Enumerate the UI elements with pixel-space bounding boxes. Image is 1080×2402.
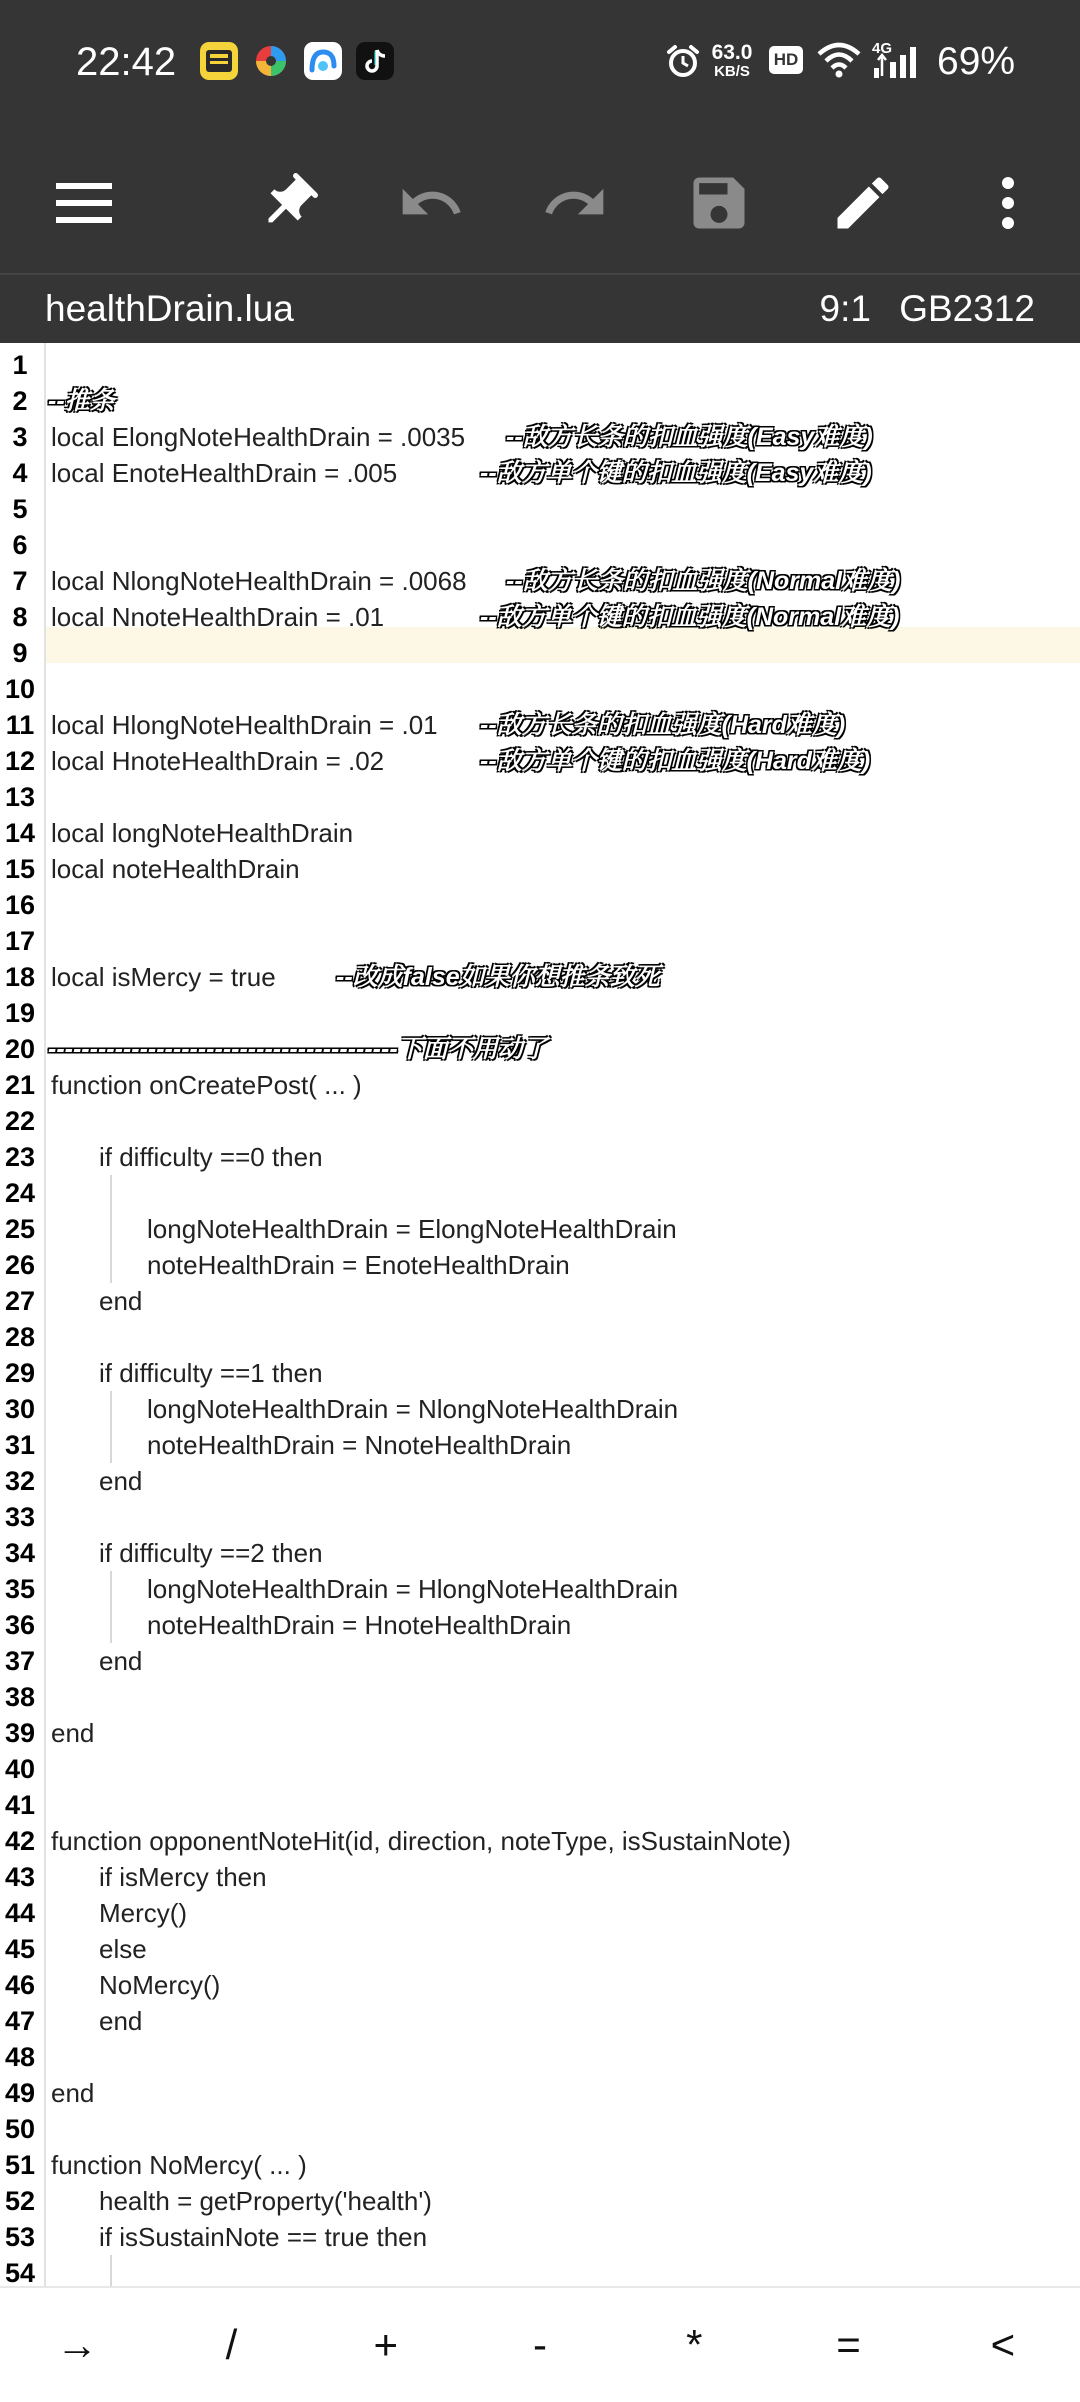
file-info-bar: [0, 275, 1080, 343]
code-comment: --敌方长条的扣血强度(Hard难度): [480, 711, 846, 739]
code-line[interactable]: [0, 635, 1080, 671]
code-comment: --敌方长条的扣血强度(Easy难度): [506, 423, 873, 451]
line-number: 49: [4, 2078, 36, 2108]
code-line[interactable]: [0, 2003, 1080, 2039]
code-line[interactable]: [0, 2183, 1080, 2219]
more-options-button[interactable]: [968, 163, 1048, 243]
line-number: 37: [4, 1646, 36, 1676]
code-line[interactable]: [0, 815, 1080, 851]
hd-badge: HD: [769, 46, 803, 74]
code-text: end: [99, 1646, 143, 1676]
code-line[interactable]: [0, 1103, 1080, 1139]
code-line[interactable]: [0, 995, 1080, 1031]
line-number: 2: [12, 386, 28, 416]
signal-icon: [872, 42, 924, 82]
code-comment: --改成false如果你想推条致死: [336, 963, 660, 991]
code-line[interactable]: [0, 347, 1080, 383]
code-line[interactable]: [0, 1247, 1080, 1283]
code-text: local EnoteHealthDrain = .005: [51, 458, 398, 488]
code-text: noteHealthDrain = EnoteHealthDrain: [147, 1250, 570, 1280]
code-line[interactable]: [0, 1859, 1080, 1895]
line-number: 38: [4, 1682, 36, 1712]
indent-guide: [110, 2255, 112, 2286]
line-number: 52: [4, 2186, 36, 2216]
undo-icon: [397, 169, 465, 237]
net-speed-unit: KB/S: [714, 63, 750, 80]
code-line[interactable]: [0, 1427, 1080, 1463]
code-line[interactable]: [0, 1355, 1080, 1391]
code-text: else: [99, 1934, 147, 1964]
line-number: 9: [12, 638, 28, 668]
code-line[interactable]: [0, 2111, 1080, 2147]
code-text: noteHealthDrain = NnoteHealthDrain: [147, 1430, 572, 1460]
code-comment: --敌方单个键的扣血强度(Easy难度): [480, 459, 872, 487]
redo-icon: [541, 169, 609, 237]
wifi-icon: [816, 40, 862, 80]
code-line[interactable]: [0, 779, 1080, 815]
symbol-key-bar: [0, 2286, 1080, 2402]
line-number: 10: [4, 674, 36, 704]
cursor-and-encoding: [820, 275, 1036, 343]
line-number: 33: [4, 1502, 36, 1532]
symbol-key[interactable]: -: [532, 2321, 547, 2368]
line-number: 43: [4, 1862, 36, 1892]
code-line[interactable]: [0, 923, 1080, 959]
file-name: healthDrain.lua: [45, 288, 294, 329]
code-text: local isMercy = true: [51, 962, 276, 992]
code-text: if difficulty ==1 then: [99, 1358, 323, 1388]
save-button[interactable]: [679, 163, 759, 243]
status-bar: [0, 0, 1080, 123]
alarm-icon: [664, 42, 702, 80]
code-line[interactable]: [0, 2039, 1080, 2075]
line-number: 30: [4, 1394, 36, 1424]
code-line[interactable]: [0, 491, 1080, 527]
code-text: end: [99, 1286, 143, 1316]
line-number: 25: [4, 1214, 36, 1244]
line-number: 29: [4, 1358, 36, 1388]
line-number: 1: [12, 350, 28, 380]
network-type: 4G: [872, 40, 893, 57]
line-number: 12: [4, 746, 36, 776]
code-line[interactable]: [0, 707, 1080, 743]
code-line[interactable]: [0, 1895, 1080, 1931]
code-line[interactable]: [0, 527, 1080, 563]
line-number: 23: [4, 1142, 36, 1172]
browser-app-icon: [304, 42, 342, 80]
code-line[interactable]: [0, 959, 1080, 995]
code-line[interactable]: [0, 599, 1080, 635]
code-comment: --敌方单个键的扣血强度(Hard难度): [480, 747, 871, 775]
line-number: 42: [4, 1826, 36, 1856]
line-number: 48: [4, 2042, 36, 2072]
code-comment: ------------------------------------------下面不用动了: [48, 1035, 548, 1063]
code-text: NoMercy(): [99, 1970, 221, 2000]
line-number: 24: [4, 1178, 36, 1208]
code-line[interactable]: [0, 1715, 1080, 1751]
line-number: 5: [12, 494, 28, 524]
line-number: 16: [4, 890, 36, 920]
code-comment: --敌方单个键的扣血强度(Normal难度): [480, 603, 900, 631]
code-line[interactable]: [0, 743, 1080, 779]
code-text: local HnoteHealthDrain = .02: [51, 746, 385, 776]
symbol-key[interactable]: =: [836, 2321, 861, 2368]
code-line[interactable]: [0, 1823, 1080, 1859]
symbol-key[interactable]: →: [56, 2321, 99, 2368]
code-line[interactable]: [0, 2147, 1080, 2183]
code-comment: --推条: [48, 387, 115, 415]
code-line[interactable]: [0, 1319, 1080, 1355]
code-text: local NnoteHealthDrain = .01: [51, 602, 385, 632]
line-number: 6: [12, 530, 28, 560]
line-number: 32: [4, 1466, 36, 1496]
more-vert-icon: [998, 173, 1018, 233]
code-text: longNoteHealthDrain = HlongNoteHealthDrain: [147, 1574, 679, 1604]
line-number: 50: [4, 2114, 36, 2144]
line-number: 20: [4, 1034, 36, 1064]
code-line[interactable]: [0, 671, 1080, 707]
symbol-key[interactable]: /: [225, 2321, 238, 2368]
code-line[interactable]: [0, 1679, 1080, 1715]
line-number: 17: [4, 926, 36, 956]
symbol-key[interactable]: <: [990, 2321, 1016, 2368]
line-number: 11: [5, 710, 35, 740]
toolbar: [0, 123, 1080, 275]
code-line[interactable]: [0, 2255, 1080, 2286]
net-speed: [706, 42, 758, 80]
redo-button[interactable]: [535, 163, 615, 243]
news-app-icon: [200, 42, 238, 80]
code-editor[interactable]: [0, 343, 1080, 2286]
line-number: 3: [12, 422, 28, 452]
line-number: 21: [4, 1070, 36, 1100]
status-time: 22:42: [76, 40, 177, 84]
save-icon: [685, 169, 753, 237]
indent-guide: [110, 1391, 112, 1463]
line-number: 41: [4, 1790, 36, 1820]
code-text: end: [51, 2078, 95, 2108]
code-comment: --敌方长条的扣血强度(Normal难度): [506, 567, 901, 595]
line-number: 51: [4, 2150, 36, 2180]
line-number: 54: [4, 2258, 36, 2286]
code-line[interactable]: [0, 1571, 1080, 1607]
code-line[interactable]: [0, 419, 1080, 455]
line-number: 39: [4, 1718, 36, 1748]
pin-icon: [255, 170, 321, 236]
edit-icon: [829, 169, 897, 237]
code-line[interactable]: [0, 1931, 1080, 1967]
code-line[interactable]: [0, 851, 1080, 887]
code-text: local longNoteHealthDrain: [51, 818, 354, 848]
line-number: 18: [4, 962, 36, 992]
line-number: 14: [4, 818, 36, 848]
line-number: 19: [4, 998, 36, 1028]
edit-button[interactable]: [823, 163, 903, 243]
code-line[interactable]: [0, 1787, 1080, 1823]
colorful-app-icon: [252, 42, 290, 80]
code-text: noteHealthDrain = HnoteHealthDrain: [147, 1610, 572, 1640]
code-text: Mercy(): [99, 1898, 188, 1928]
pin-button[interactable]: [248, 163, 328, 243]
symbol-key[interactable]: +: [373, 2321, 398, 2368]
line-number: 8: [12, 602, 28, 632]
line-number: 13: [4, 782, 36, 812]
code-line[interactable]: [0, 455, 1080, 491]
code-text: function onCreatePost( ... ): [51, 1070, 362, 1100]
tiktok-icon: [356, 42, 394, 80]
line-number: 7: [12, 566, 28, 596]
code-text: if difficulty ==2 then: [99, 1538, 323, 1568]
symbol-key[interactable]: *: [686, 2321, 703, 2368]
code-text: longNoteHealthDrain = NlongNoteHealthDrain: [147, 1394, 679, 1424]
code-text: local NlongNoteHealthDrain = .0068: [51, 566, 467, 596]
line-number: 34: [4, 1538, 36, 1568]
line-number: 27: [4, 1286, 36, 1316]
code-line[interactable]: [0, 1607, 1080, 1643]
undo-button[interactable]: [391, 163, 471, 243]
code-line[interactable]: [0, 1211, 1080, 1247]
line-number: 36: [4, 1610, 36, 1640]
line-number: 31: [4, 1430, 36, 1460]
cursor-position: 9:1: [819, 288, 871, 329]
code-text: local HlongNoteHealthDrain = .01: [51, 710, 438, 740]
line-number: 45: [4, 1934, 36, 1964]
battery-level: 69%: [937, 40, 1016, 83]
code-line[interactable]: [0, 1067, 1080, 1103]
line-number: 47: [4, 2006, 36, 2036]
code-text: function NoMercy( ... ): [51, 2150, 307, 2180]
code-line[interactable]: [0, 1643, 1080, 1679]
code-text: local noteHealthDrain: [51, 854, 300, 884]
indent-guide: [110, 1571, 112, 1643]
code-line[interactable]: [0, 1463, 1080, 1499]
code-text: end: [99, 1466, 143, 1496]
line-number: 26: [4, 1250, 36, 1280]
code-text: end: [99, 2006, 143, 2036]
code-line[interactable]: [0, 1499, 1080, 1535]
line-number: 46: [4, 1970, 36, 2000]
line-number: 15: [4, 854, 36, 884]
code-text: if difficulty ==0 then: [99, 1142, 323, 1172]
code-line[interactable]: [0, 1391, 1080, 1427]
code-line[interactable]: [0, 563, 1080, 599]
line-number: 35: [4, 1574, 36, 1604]
code-line[interactable]: [0, 383, 1080, 419]
code-line[interactable]: [0, 1751, 1080, 1787]
line-number: 40: [4, 1754, 36, 1784]
code-line[interactable]: [0, 1535, 1080, 1571]
code-line[interactable]: [0, 1031, 1080, 1067]
code-line[interactable]: [0, 1283, 1080, 1319]
line-number: 22: [4, 1106, 36, 1136]
net-speed-value: 63.0: [711, 41, 753, 64]
code-text: if isSustainNote == true then: [99, 2222, 428, 2252]
code-text: function opponentNoteHit(id, direction, noteType, isSustainNote): [51, 1826, 791, 1856]
menu-button[interactable]: [44, 163, 124, 243]
code-line[interactable]: [0, 887, 1080, 923]
code-text: health = getProperty('health'): [99, 2186, 432, 2216]
code-line[interactable]: [0, 2219, 1080, 2255]
code-line[interactable]: [0, 1175, 1080, 1211]
code-line[interactable]: [0, 2075, 1080, 2111]
line-number: 28: [4, 1322, 36, 1352]
code-line[interactable]: [0, 1967, 1080, 2003]
line-number: 53: [4, 2222, 36, 2252]
file-encoding: GB2312: [899, 288, 1035, 329]
line-number: 44: [4, 1898, 36, 1928]
code-text: if isMercy then: [99, 1862, 267, 1892]
code-line[interactable]: [0, 1139, 1080, 1175]
code-text: local ElongNoteHealthDrain = .0035: [51, 422, 466, 452]
indent-guide: [110, 1175, 112, 1283]
code-text: end: [51, 1718, 95, 1748]
line-number: 4: [12, 458, 28, 488]
code-text: longNoteHealthDrain = ElongNoteHealthDrain: [147, 1214, 677, 1244]
menu-icon: [54, 179, 114, 227]
